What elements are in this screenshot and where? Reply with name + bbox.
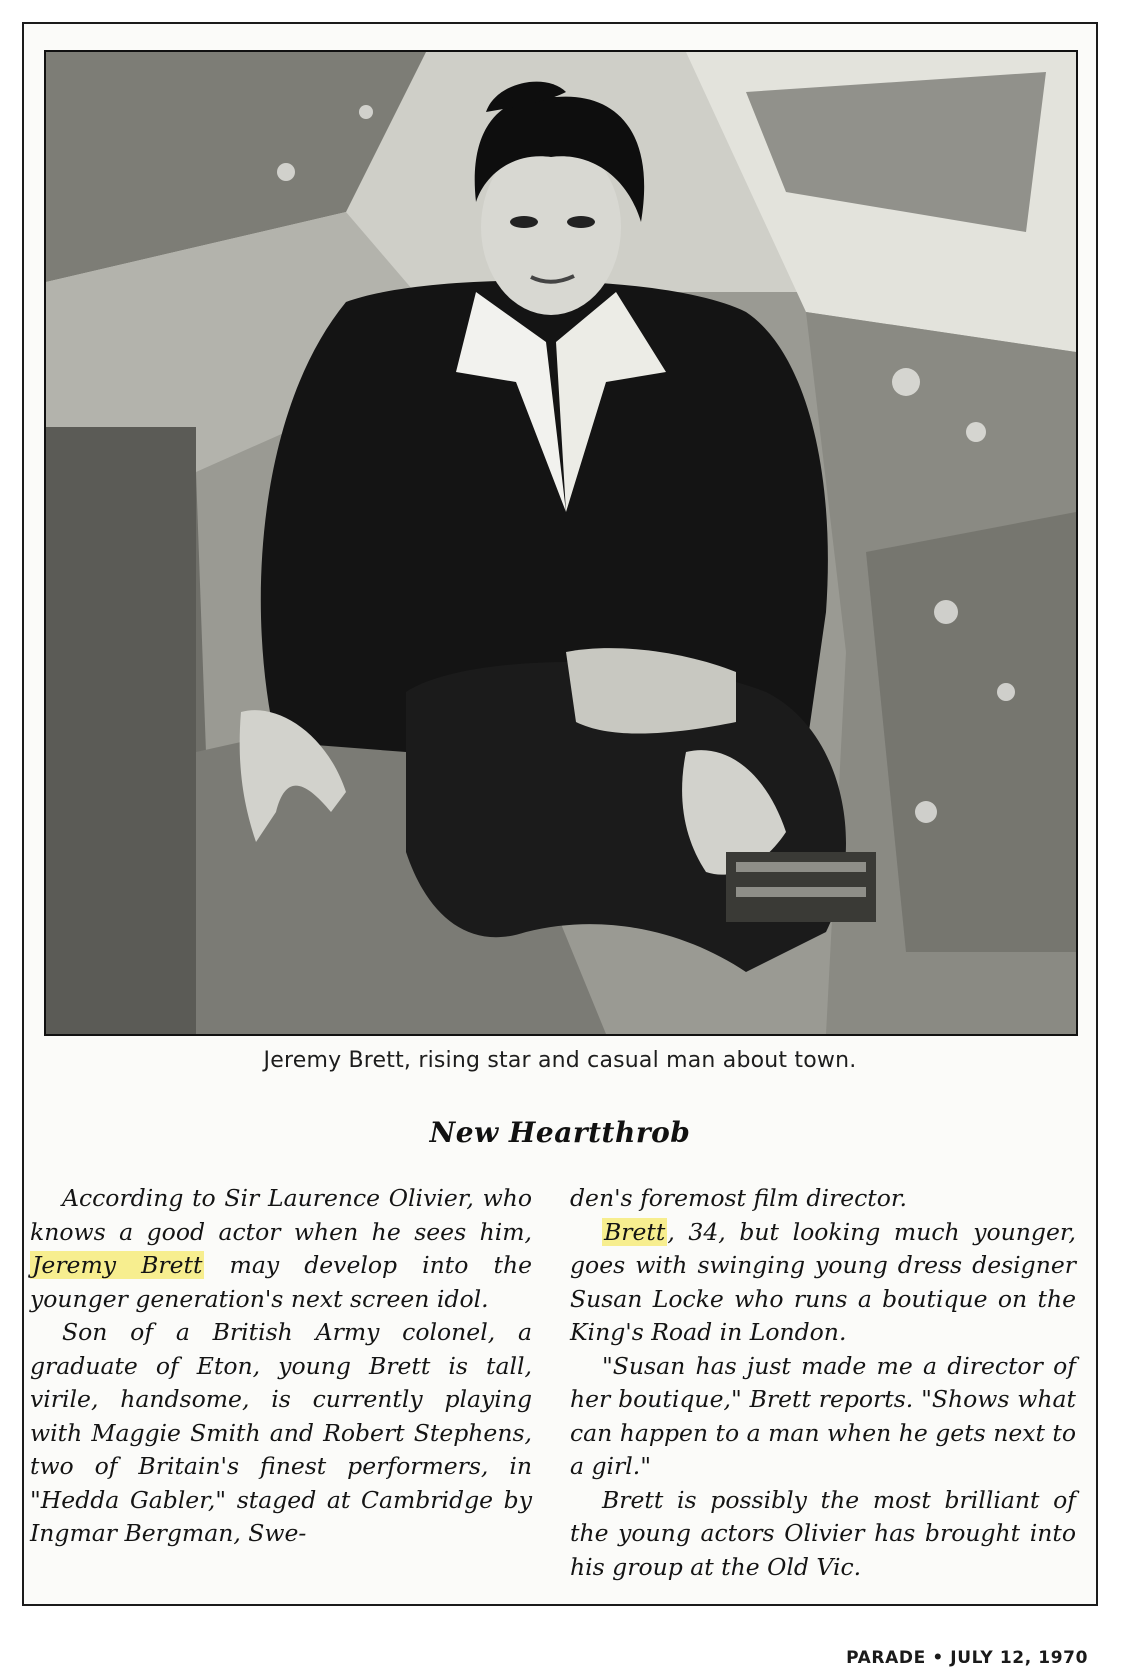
paragraph-2: Son of a British Army colonel, a graduate of Eton, young Brett is tall, virile, handsome, is currently playing with Maggie Smith and Robert Stephens, two of Britain's finest performers, in "Hedda Gabler," staged at Cambridge by Ingmar Bergman, Swe- xyxy=(30,1318,532,1547)
paragraph-1 xyxy=(30,1182,532,1316)
paragraph-5: Brett is possibly the most brilliant of the young actors Olivier has brought into his group at the Old Vic. xyxy=(570,1485,1076,1581)
highlighted-name: Jeremy Brett xyxy=(32,1251,203,1279)
publication-footer: PARADE • JULY 12, 1970 xyxy=(846,1648,1088,1668)
article-headline: New Heartthrob xyxy=(429,1116,691,1149)
highlighted-name-2: Brett xyxy=(604,1217,666,1246)
paragraph-1-end: may develop into the younger generation's next screen idol. xyxy=(30,1251,532,1313)
paragraph-4: "Susan has just made me a director of her boutique," Brett reports. "Shows what can happen to a man when he gets next to a girl." xyxy=(570,1351,1076,1480)
article-frame xyxy=(22,22,1098,1606)
paragraph-1-start: According to Sir Laurence Olivier, who knows a good actor when he sees him, xyxy=(30,1184,532,1246)
article-column-right xyxy=(570,1182,1076,1584)
photo-caption: Jeremy Brett, rising star and casual man about town. xyxy=(263,1048,857,1073)
paragraph-3-rest: , 34, but looking much younger, goes with swinging young dress designer Susan Locke who runs a boutique on the King's Road in London. xyxy=(570,1217,1076,1346)
portrait-photo xyxy=(44,50,1078,1036)
paragraph-3 xyxy=(570,1216,1076,1350)
photo-illustration xyxy=(46,52,1076,1034)
article-column-left xyxy=(30,1182,532,1551)
paragraph-2-continued: den's foremost film director. xyxy=(570,1184,907,1212)
